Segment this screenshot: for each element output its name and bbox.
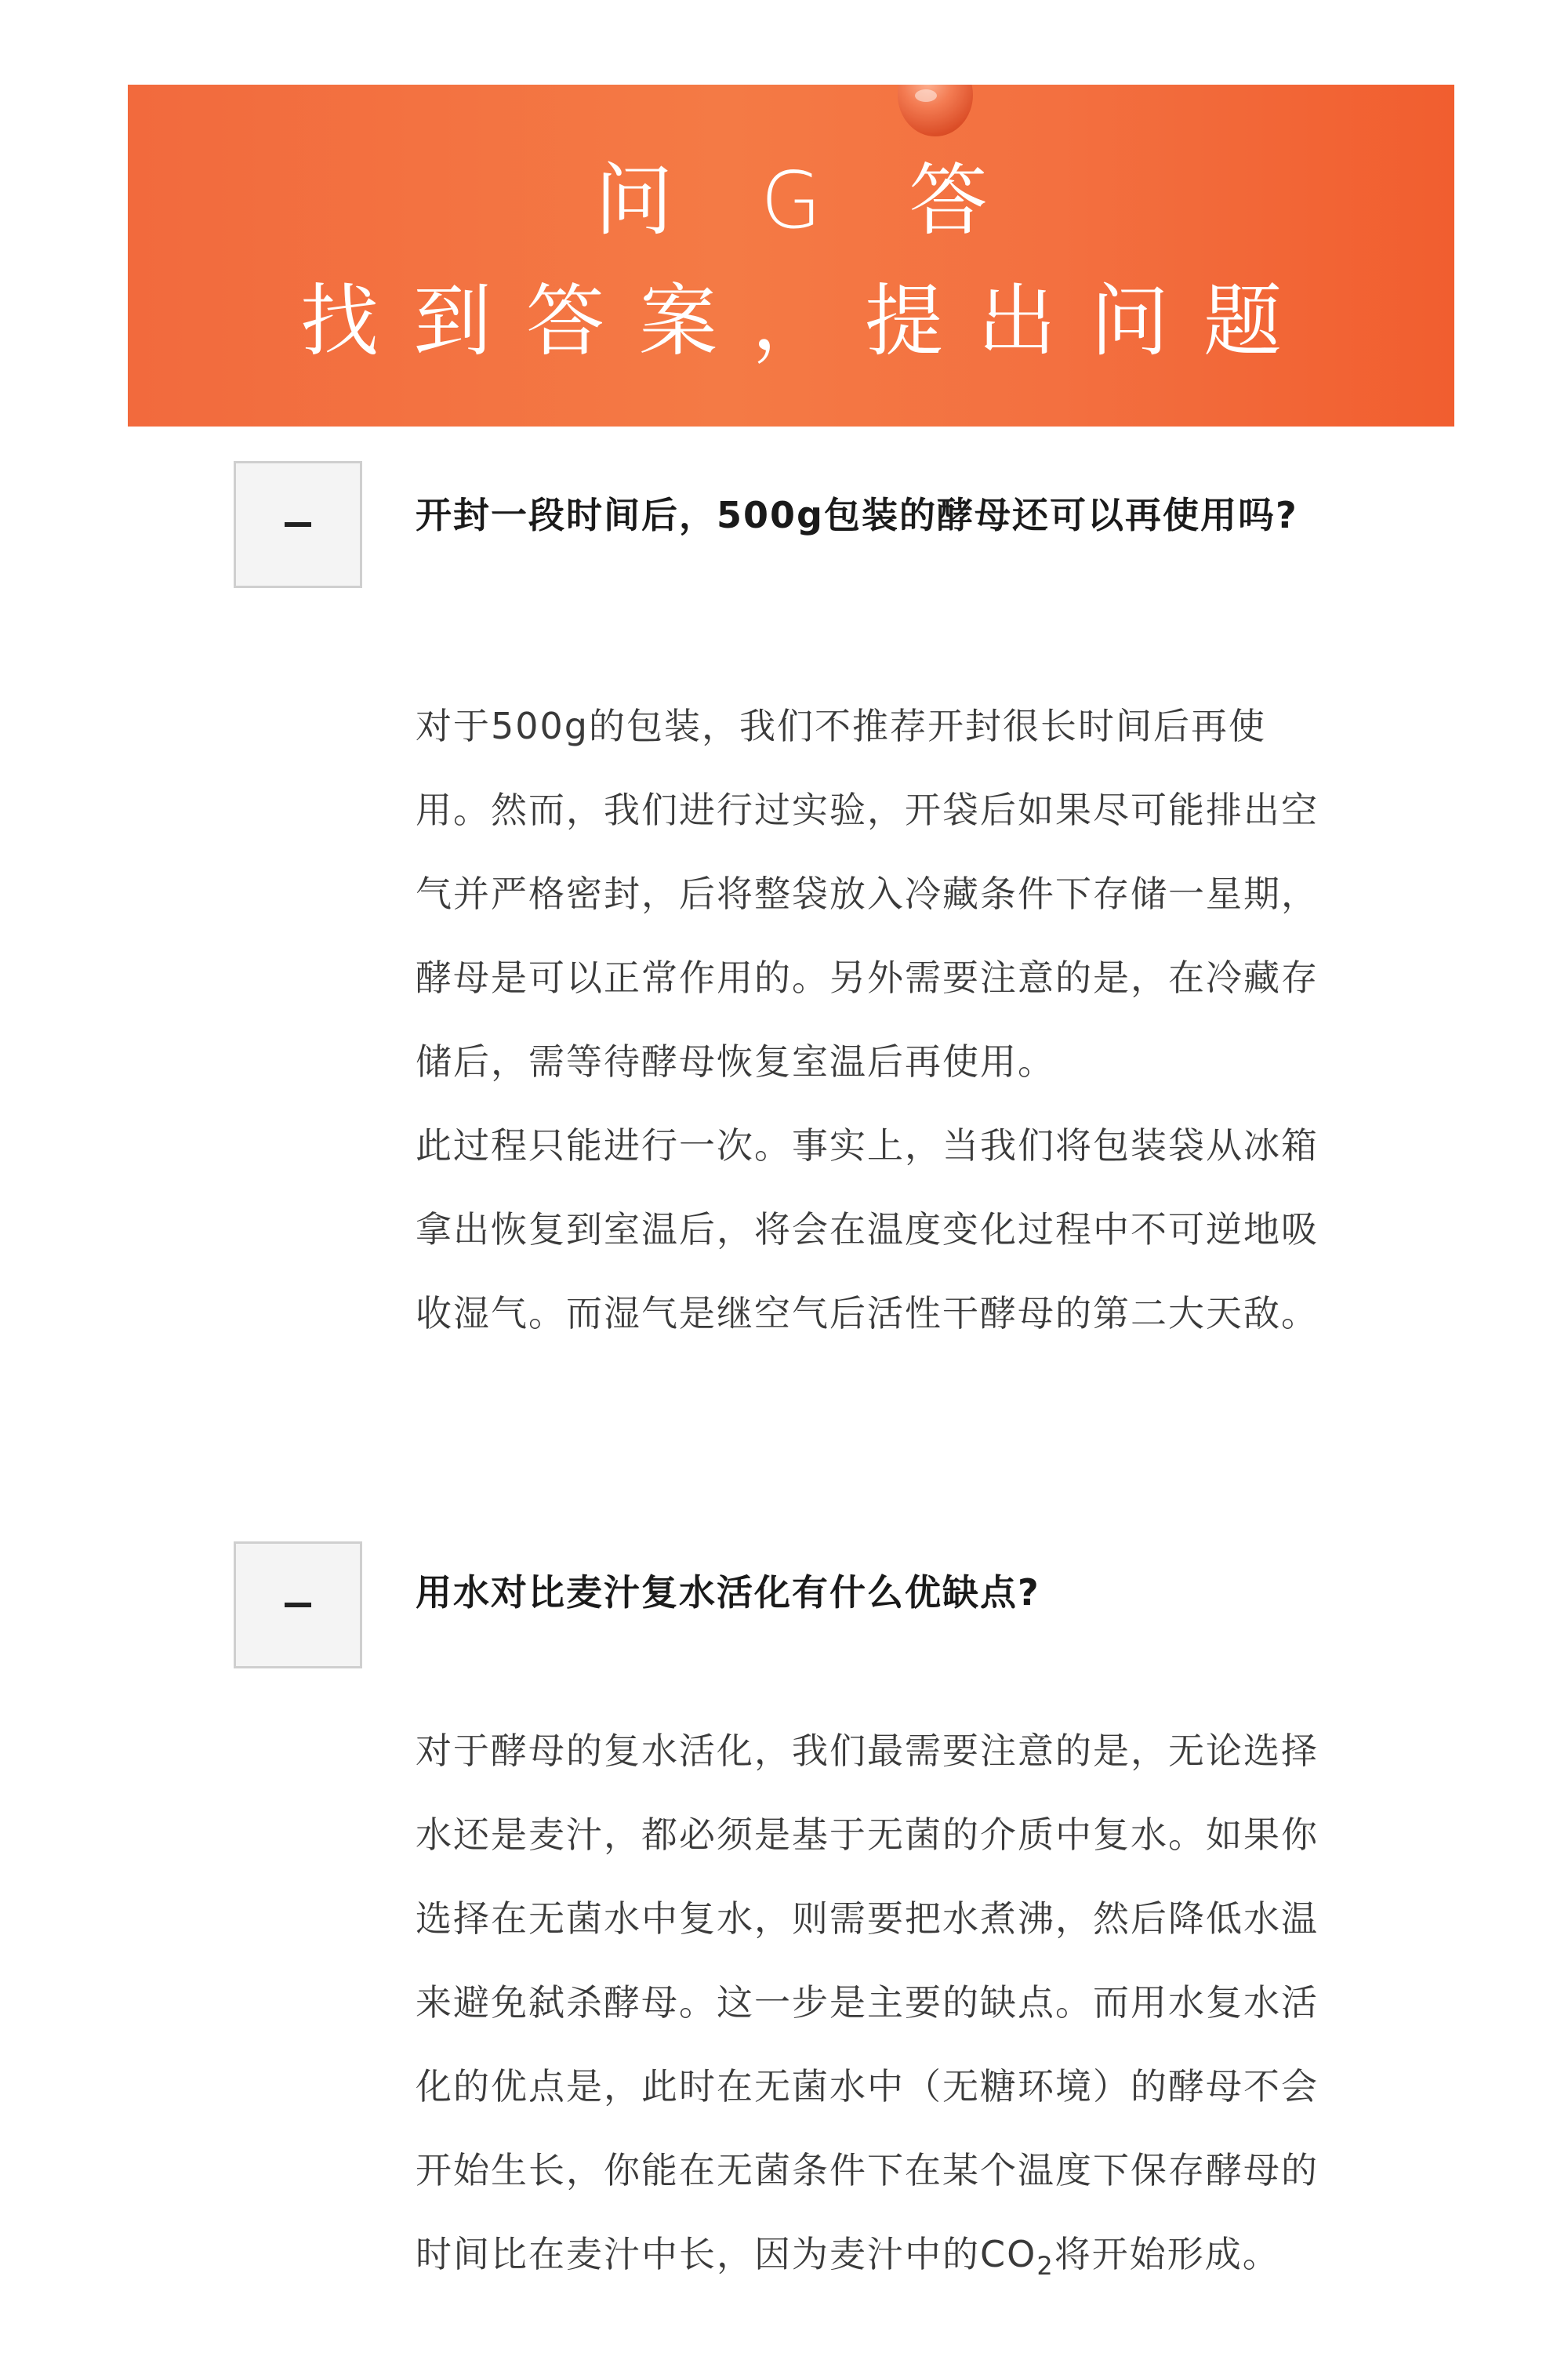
faq-answer (416, 1709, 1341, 2296)
answer-text-tail: 将开始形成。 (1054, 2233, 1280, 2275)
co2-subscript: 2 (1036, 2251, 1054, 2281)
banner-subtitle: 找到答案，提出问题 (300, 275, 1316, 367)
collapse-button[interactable] (234, 1541, 362, 1668)
faq-question: 开封一段时间后，500g包装的酵母还可以再使用吗? (416, 494, 1298, 536)
answer-text: 对于酵母的复水活化，我们最需要注意的是，无论选择水还是麦汁，都必须是基于无菌的介质中复水。如果你选择在无菌水中复水，则需要把水煮沸，然后降低水温来避免弑杀酵母。这一步是主要的缺点。而用水复水活化的优点是，此时在无菌水中（无糖环境）的酵母不会开始生长，你能在无菌条件下在某个温度下保存酵母的时间比在麦汁中长，因为麦汁中的CO (416, 1730, 1319, 2275)
answer-paragraph (416, 1709, 1341, 2296)
minus-icon (285, 1603, 311, 1607)
water-drop-icon (898, 85, 973, 136)
faq-banner (128, 85, 1454, 427)
banner-title: 问 G 答 (594, 154, 1019, 246)
faq-answer (416, 684, 1341, 1356)
answer-paragraph: 对于500g的包装，我们不推荐开封很长时间后再使用。然而，我们进行过实验，开袋后如果尽可能排出空气并严格密封，后将整袋放入冷藏条件下存储一星期，酵母是可以正常作用的。另外需要注意的是，在冷藏存储后，需等待酵母恢复室温后再使用。 (416, 705, 1319, 1083)
collapse-button[interactable] (234, 461, 362, 588)
minus-icon (285, 522, 311, 527)
faq-question: 用水对比麦汁复水活化有什么优缺点? (416, 1571, 1040, 1614)
answer-paragraph: 此过程只能进行一次。事实上，当我们将包装袋从冰箱拿出恢复到室温后，将会在温度变化过程中不可逆地吸收湿气。而湿气是继空气后活性干酵母的第二大天敌。 (416, 1124, 1319, 1334)
